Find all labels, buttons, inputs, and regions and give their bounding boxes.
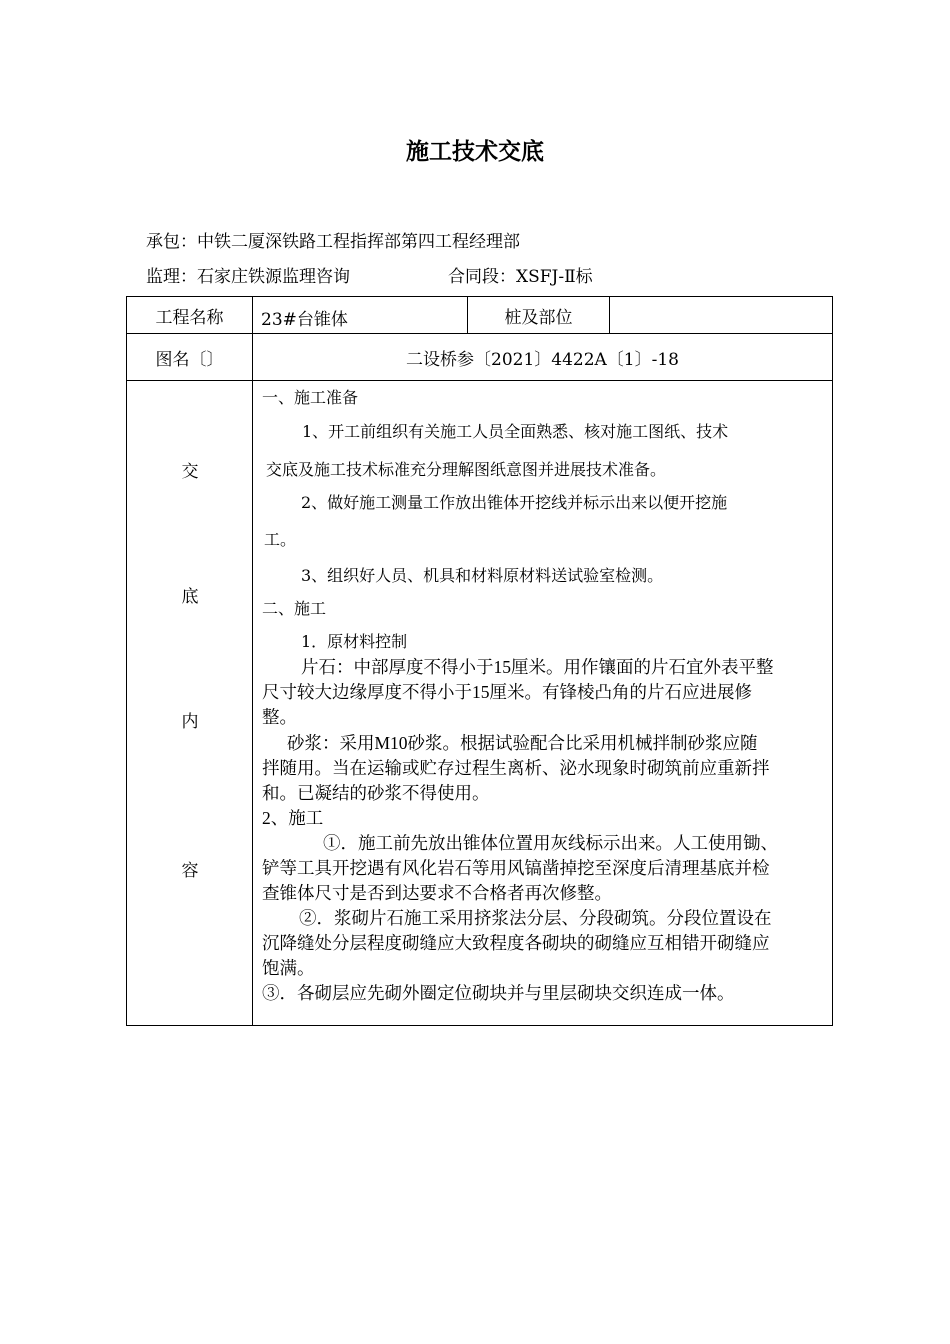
project-name-label: 工程名称 — [155, 307, 224, 328]
content-line: ②．浆砌片石施工采用挤浆法分层、分段砌筑。分段位置设在 — [299, 908, 772, 928]
content-line: 查锥体尺寸是否到达要求不合格者再次修整。 — [262, 883, 612, 903]
drawing-value: 二设桥参〔2021〕4422A〔1〕-18 — [406, 349, 679, 370]
content-line: 尺寸较大边缘厚度不得小于15厘米。有锋棱凸角的片石应进展修 — [262, 682, 752, 702]
content-line: 整。 — [262, 707, 297, 727]
column-divider — [252, 297, 253, 1025]
content-line: 3、组织好人员、机具和材料原材料送试验室检测。 — [301, 566, 664, 585]
disclosure-table — [126, 296, 833, 1026]
document-title: 施工技术交底 — [406, 139, 544, 165]
side-label-char: 交 — [181, 462, 199, 482]
content-line: 工。 — [264, 530, 297, 549]
content-line: ①．施工前先放出锥体位置用灰线标示出来。人工使用锄、 — [323, 833, 778, 853]
content-line: 拌随用。当在运输或贮存过程生离析、泌水现象时砌筑前应重新拌 — [262, 758, 770, 778]
drawing-label: 图名〔〕 — [155, 349, 224, 370]
contract-label: 合同段： — [448, 267, 516, 287]
contract-section — [448, 262, 593, 287]
supervisor-label: 监理： — [146, 267, 197, 287]
content-line: ③．各砌层应先砌外圈定位砌块并与里层砌块交织连成一体。 — [262, 983, 735, 1003]
content-line: 二、施工 — [262, 599, 327, 618]
row-divider — [127, 380, 832, 381]
contractor-line — [146, 227, 520, 252]
content-line: 沉降缝处分层程度砌缝应大致程度各砌块的砌缝应互相错开砌缝应 — [262, 933, 770, 953]
contractor-value: 中铁二厦深铁路工程指挥部第四工程经理部 — [197, 232, 520, 252]
supervisor-value: 石家庄铁源监理咨询 — [197, 267, 350, 287]
column-divider — [609, 297, 610, 333]
side-label-char: 底 — [181, 587, 199, 607]
contractor-label: 承包： — [146, 232, 197, 252]
contract-value: XSFJ-Ⅱ标 — [516, 267, 593, 287]
content-line: 砂浆：采用M10砂浆。根据试验配合比采用机械拌制砂浆应随 — [287, 733, 758, 753]
side-label-char: 容 — [181, 861, 199, 881]
location-label: 桩及部位 — [504, 307, 573, 328]
content-line: 铲等工具开挖遇有风化岩石等用风镐凿掉挖至深度后清理基底并检 — [262, 858, 770, 878]
content-line: 1．原材料控制 — [301, 632, 408, 651]
content-line: 2、做好施工测量工作放出锥体开挖线并标示出来以便开挖施 — [301, 493, 728, 512]
content-line: 2、施工 — [262, 808, 324, 828]
content-line: 一、施工准备 — [262, 388, 359, 407]
content-line: 1、开工前组织有关施工人员全面熟悉、核对施工图纸、技术 — [302, 422, 729, 441]
supervisor-line — [146, 262, 593, 287]
content-line: 饱满。 — [262, 958, 315, 978]
content-line: 和。已凝结的砂浆不得使用。 — [262, 783, 490, 803]
content-line: 交底及施工技术标准充分理解图纸意图并进展技术准备。 — [266, 460, 667, 479]
content-line: 片石：中部厚度不得小于15厘米。用作镶面的片石宜外表平整 — [301, 657, 774, 677]
side-label-char: 内 — [181, 712, 199, 732]
project-name-value: 23#台锥体 — [261, 310, 348, 330]
